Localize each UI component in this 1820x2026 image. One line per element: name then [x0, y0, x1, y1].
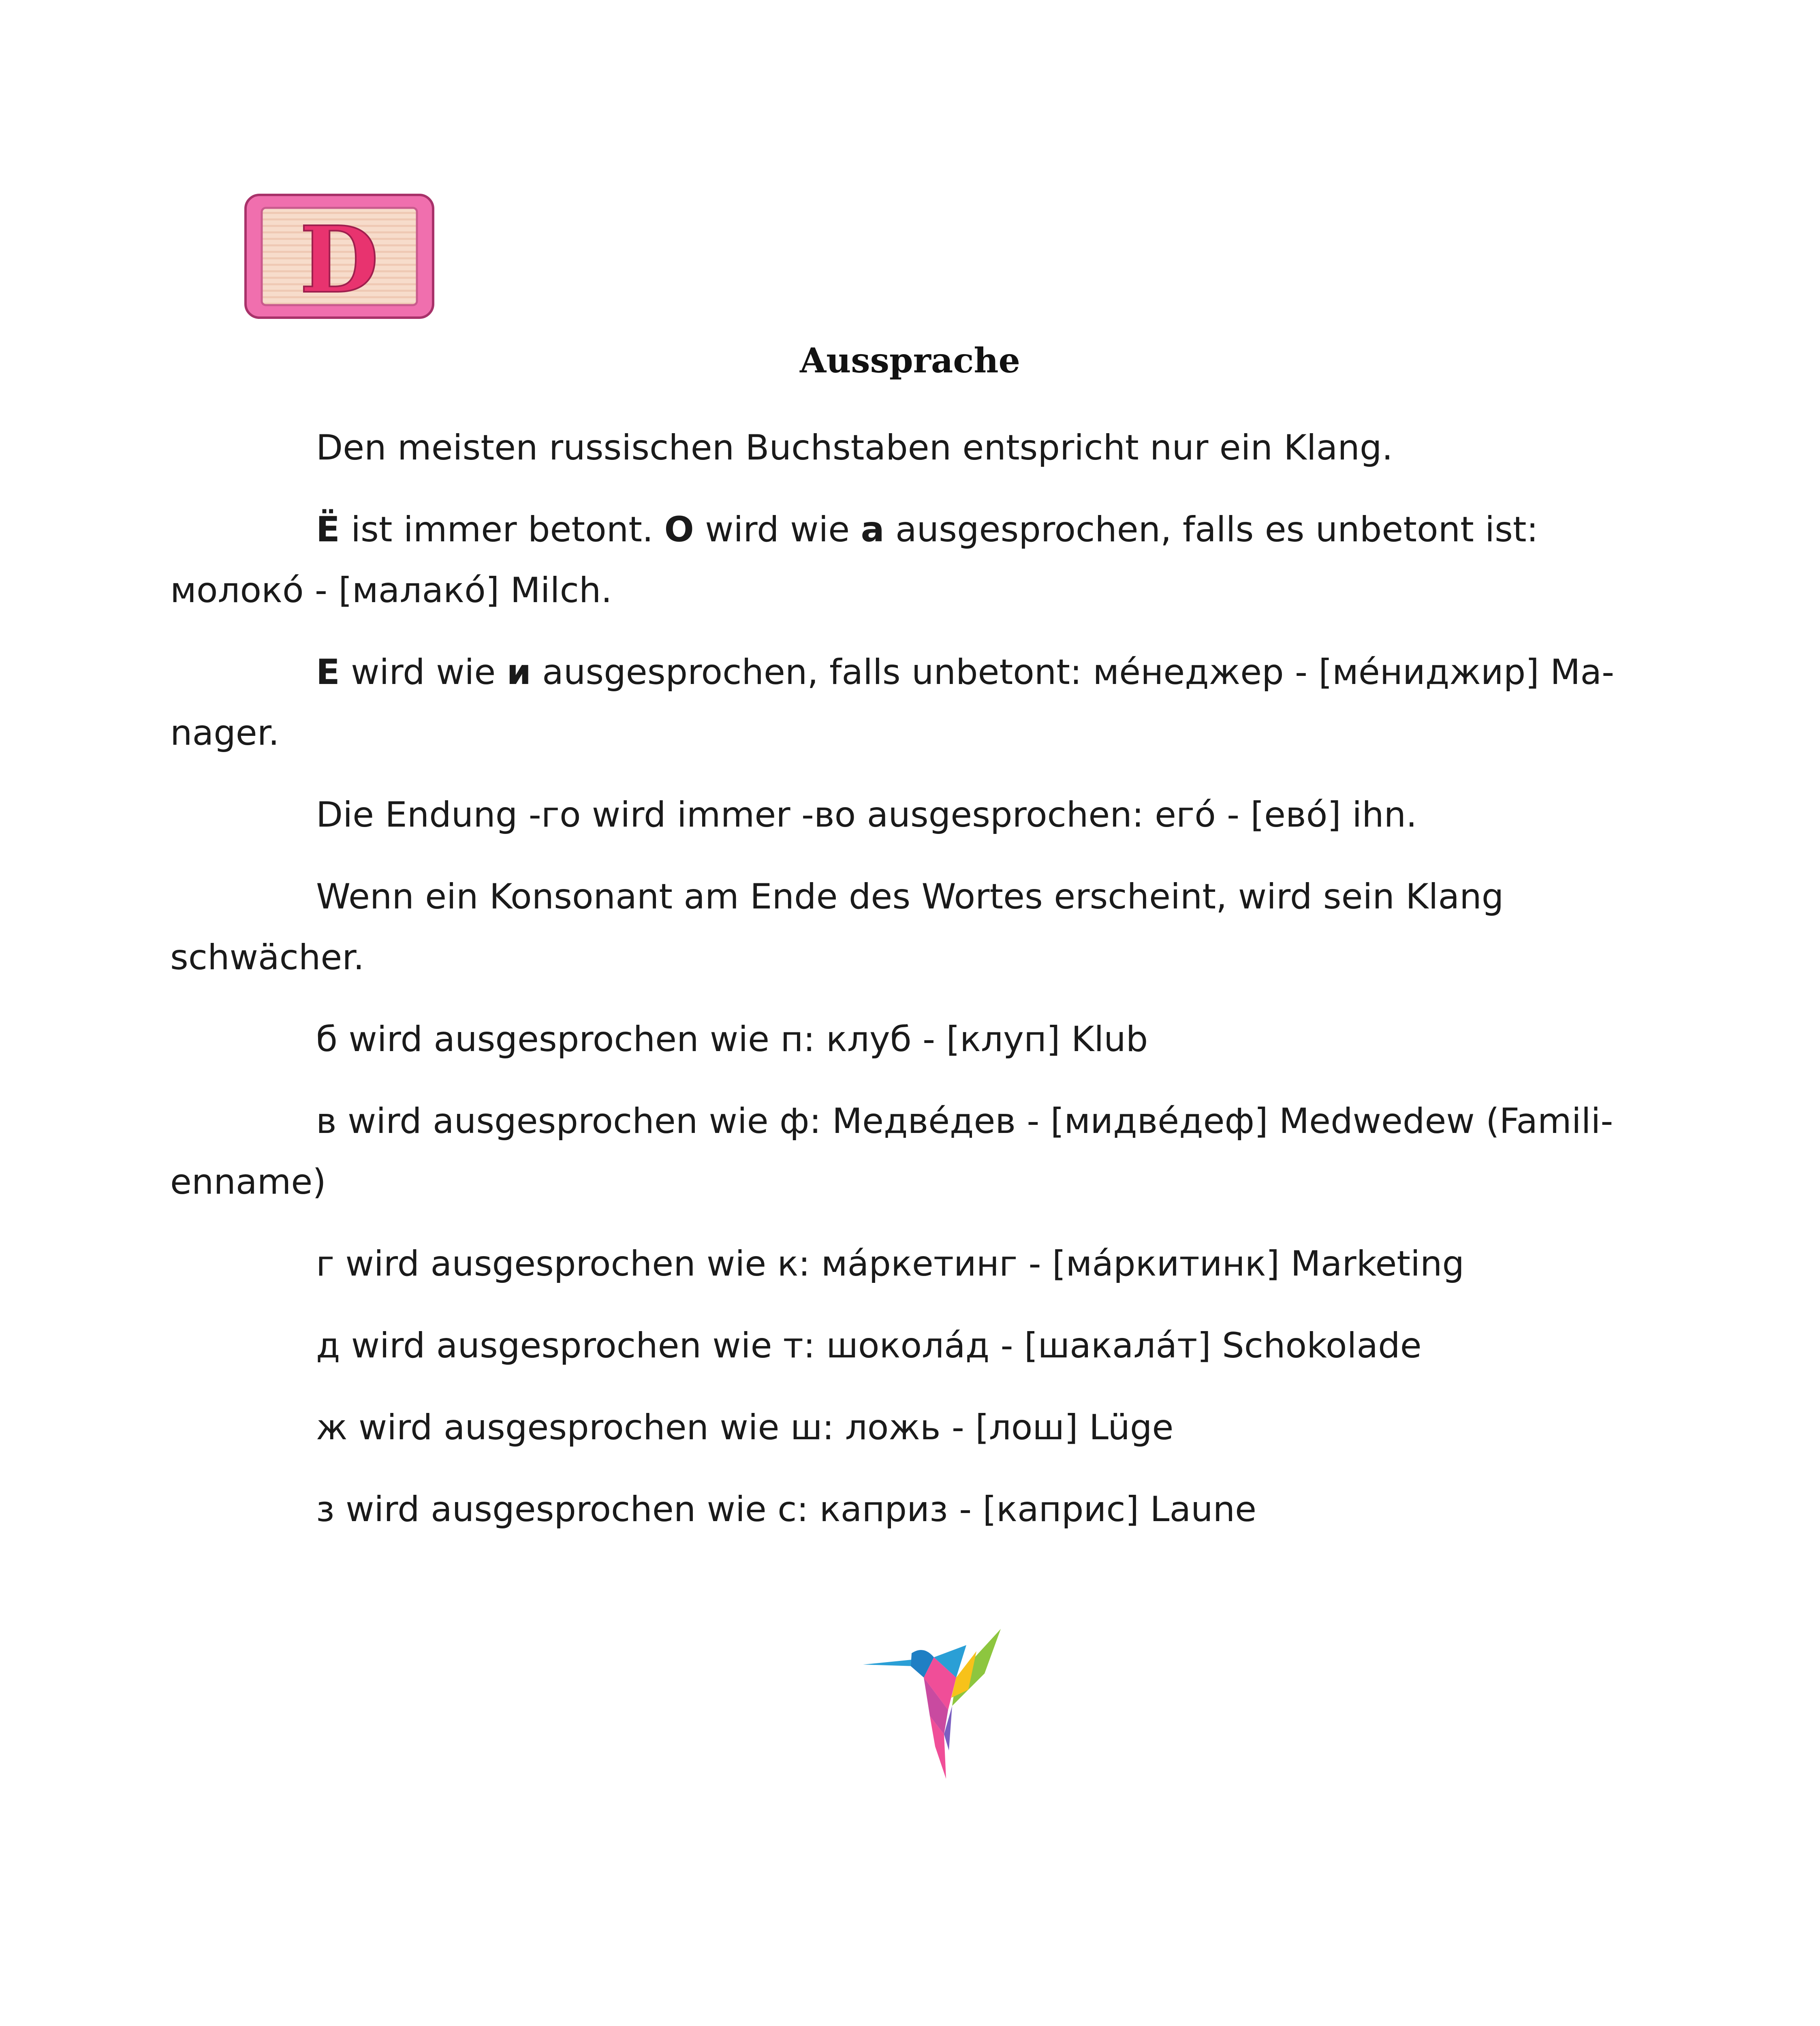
letter-badge	[243, 192, 436, 320]
paragraph-text: nager.	[170, 713, 280, 753]
paragraph-text: ausgesprochen, falls es unbetont ist:	[884, 509, 1538, 550]
letter-badge-icon	[243, 192, 436, 320]
paragraph	[243, 1233, 1613, 1294]
paragraph-text: ausgesprochen, falls unbetont: мéнеджер - [мéниджир] Ma-	[531, 652, 1615, 692]
paragraph-text: б wird ausgesprochen wie п: клуб - [клуп] Klub	[316, 1019, 1148, 1060]
hummingbird-icon	[863, 1629, 1005, 1779]
paragraph	[243, 1009, 1613, 1070]
paragraph-text: ist immer betont.	[340, 509, 664, 550]
body-text	[170, 417, 1615, 1561]
paragraph-text: д wird ausgesprochen wie т: шоколáд - [шакалáт] Schokolade	[316, 1325, 1422, 1366]
paragraph-text: в wird ausgesprochen wie ф: Медвéдев - [мидвéдеф] Medwedew (Famili-	[316, 1101, 1613, 1141]
paragraph	[243, 1479, 1613, 1540]
bold-letter: О	[664, 509, 694, 550]
paragraph-text: з wird ausgesprochen wie с: каприз - [каприс] Laune	[316, 1489, 1257, 1530]
paragraph	[170, 866, 1613, 988]
paragraph-text: Den meisten russischen Buchstaben entspricht nur ein Klang.	[316, 427, 1393, 468]
paragraph-text: молокó - [малакó] Milch.	[170, 570, 612, 611]
hummingbird-logo	[863, 1629, 1005, 1779]
paragraph	[170, 642, 1615, 763]
bold-letter: а	[861, 509, 884, 550]
paragraph-text: ж wird ausgesprochen wie ш: ложь - [лош] Lüge	[316, 1407, 1174, 1448]
paragraph	[243, 784, 1613, 845]
paragraph-text: schwächer.	[170, 937, 365, 978]
paragraph	[243, 1315, 1613, 1376]
paragraph-text: Wenn ein Konsonant am Ende des Wortes erscheint, wird sein Klang	[316, 876, 1504, 917]
bold-letter: и	[506, 652, 531, 692]
paragraph-text: г wird ausgesprochen wie к: мáркетинг - [мáркитинк] Marketing	[316, 1244, 1465, 1284]
paragraph	[243, 417, 1613, 478]
paragraph-text: wird wie	[340, 652, 507, 692]
paragraph	[170, 499, 1613, 621]
paragraph-text: Die Endung -го wird immer -во ausgesprochen: егó - [евó] ihn.	[316, 795, 1417, 835]
paragraph	[170, 1091, 1613, 1212]
paragraph	[243, 1397, 1613, 1458]
paragraph-text: wird wie	[694, 509, 861, 550]
paragraph-text: enname)	[170, 1162, 326, 1202]
badge-letter: D	[299, 207, 379, 314]
section-title: Aussprache	[800, 340, 1020, 380]
bold-letter: Ё	[316, 509, 340, 550]
bold-letter: Е	[316, 652, 340, 692]
